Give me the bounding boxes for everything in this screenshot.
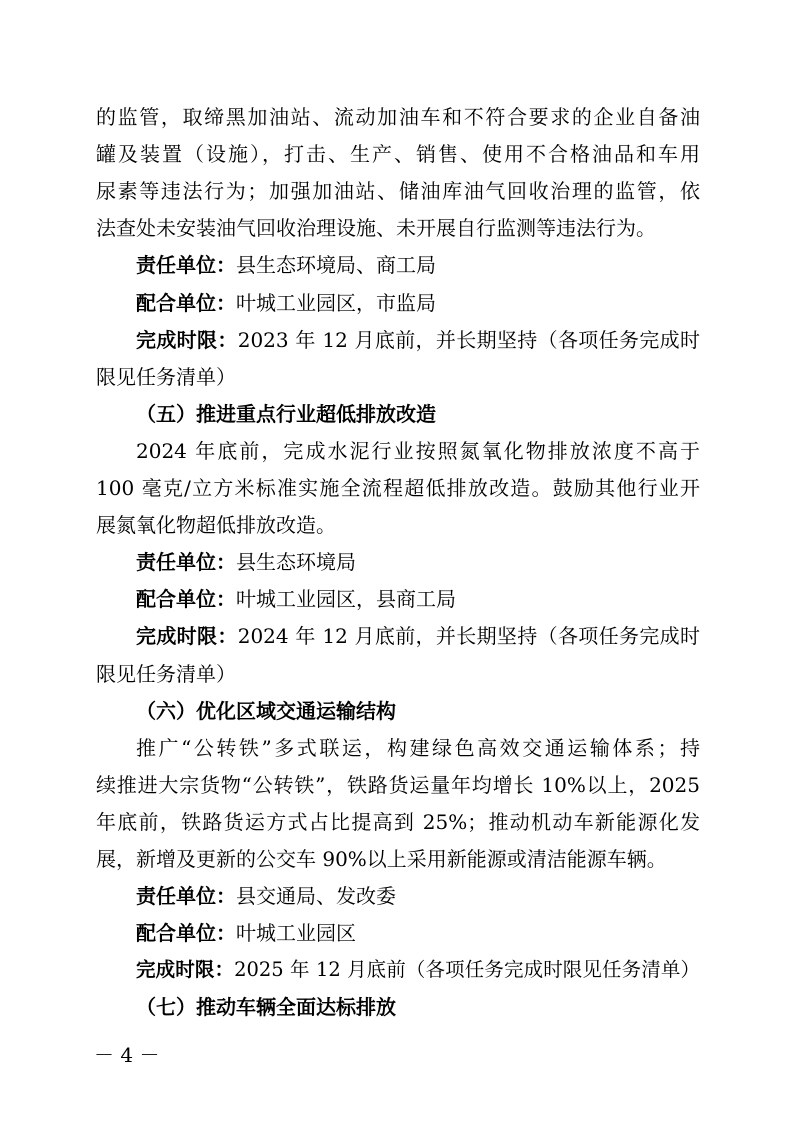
- line-text: 展氮氧化物超低排放改造。: [96, 513, 336, 538]
- field-value: 县生态环境局: [236, 550, 356, 575]
- text-line: [96, 176, 700, 206]
- field-label: 完成时限：: [136, 327, 238, 352]
- text-line: [96, 770, 700, 800]
- heading-text: （五）推进重点行业超低排放改造: [136, 401, 436, 426]
- field-line: [136, 547, 700, 577]
- field-line: [136, 918, 700, 948]
- text-line: [136, 733, 700, 763]
- text-line: [96, 807, 700, 837]
- field-line: [136, 955, 700, 985]
- text-line: [96, 659, 700, 689]
- line-text: 的监管，取缔黑加油站、流动加油车和不符合要求的企业自备油: [96, 105, 700, 129]
- field-label: 配合单位：: [136, 290, 236, 315]
- field-label: 责任单位：: [136, 884, 236, 909]
- line-text: 尿素等违法行为；加强加油站、储油库油气回收治理的监管，依: [96, 179, 700, 204]
- field-line: [136, 325, 700, 355]
- field-label: 配合单位：: [136, 921, 236, 946]
- field-value: 县生态环境局、商工局: [236, 253, 436, 278]
- field-line: [136, 250, 700, 280]
- field-label: 责任单位：: [136, 550, 236, 575]
- line-text: 展，新增及更新的公交车 90%以上采用新能源或清洁能源车辆。: [96, 847, 667, 871]
- field-label: 完成时限：: [136, 624, 238, 649]
- line-text: 罐及装置（设施），打击、生产、销售、使用不合格油品和车用: [96, 142, 700, 167]
- field-value: 叶城工业园区: [236, 921, 356, 946]
- field-line: [136, 881, 700, 911]
- field-label: 责任单位：: [136, 253, 236, 278]
- line-text: 年底前，铁路货运方式占比提高到 25%；推动机动车新能源化发: [96, 809, 700, 834]
- line-text: 限见任务清单）: [96, 661, 236, 686]
- field-label: 完成时限：: [136, 958, 235, 982]
- page-number: － 4 －: [94, 1043, 160, 1067]
- text-line: [96, 473, 700, 503]
- field-value: 2025 年 12 月底前（各项任务完成时限见任务清单）: [234, 958, 700, 982]
- section-heading: [136, 696, 700, 726]
- heading-text: （六）优化区域交通运输结构: [136, 698, 396, 723]
- field-line: [136, 584, 700, 614]
- field-line: [136, 621, 700, 651]
- text-line: [96, 844, 700, 874]
- field-label: 配合单位：: [136, 587, 236, 612]
- field-value: 2023 年 12 月底前，并长期坚持（各项任务完成时: [237, 327, 701, 352]
- line-text: 限见任务清单）: [96, 364, 236, 389]
- line-text: 推广“公转铁”多式联运，构建绿色高效交通运输体系；持: [136, 735, 700, 760]
- field-value: 叶城工业园区，县商工局: [236, 587, 456, 612]
- text-line: [96, 102, 700, 132]
- text-line: [96, 213, 700, 243]
- line-text: 续推进大宗货物“公转铁”，铁路货运量年均增长 10%以上，2025: [96, 772, 700, 797]
- text-line: [96, 510, 700, 540]
- section-heading: [136, 399, 700, 429]
- text-line: [96, 139, 700, 169]
- field-value: 2024 年 12 月底前，并长期坚持（各项任务完成时: [237, 624, 701, 649]
- field-value: 县交通局、发改委: [236, 884, 396, 909]
- line-text: 100 毫克/立方米标准实施全流程超低排放改造。鼓励其他行业开: [96, 476, 700, 500]
- heading-text: （七）推动车辆全面达标排放: [136, 995, 396, 1020]
- text-line: [96, 362, 700, 392]
- field-value: 叶城工业园区，市监局: [236, 290, 436, 315]
- line-text: 2024 年底前，完成水泥行业按照氮氧化物排放浓度不高于: [136, 438, 700, 463]
- text-line: [136, 436, 700, 466]
- section-heading: [136, 992, 700, 1022]
- line-text: 法查处未安装油气回收治理设施、未开展自行监测等违法行为。: [96, 216, 656, 241]
- field-line: [136, 288, 700, 318]
